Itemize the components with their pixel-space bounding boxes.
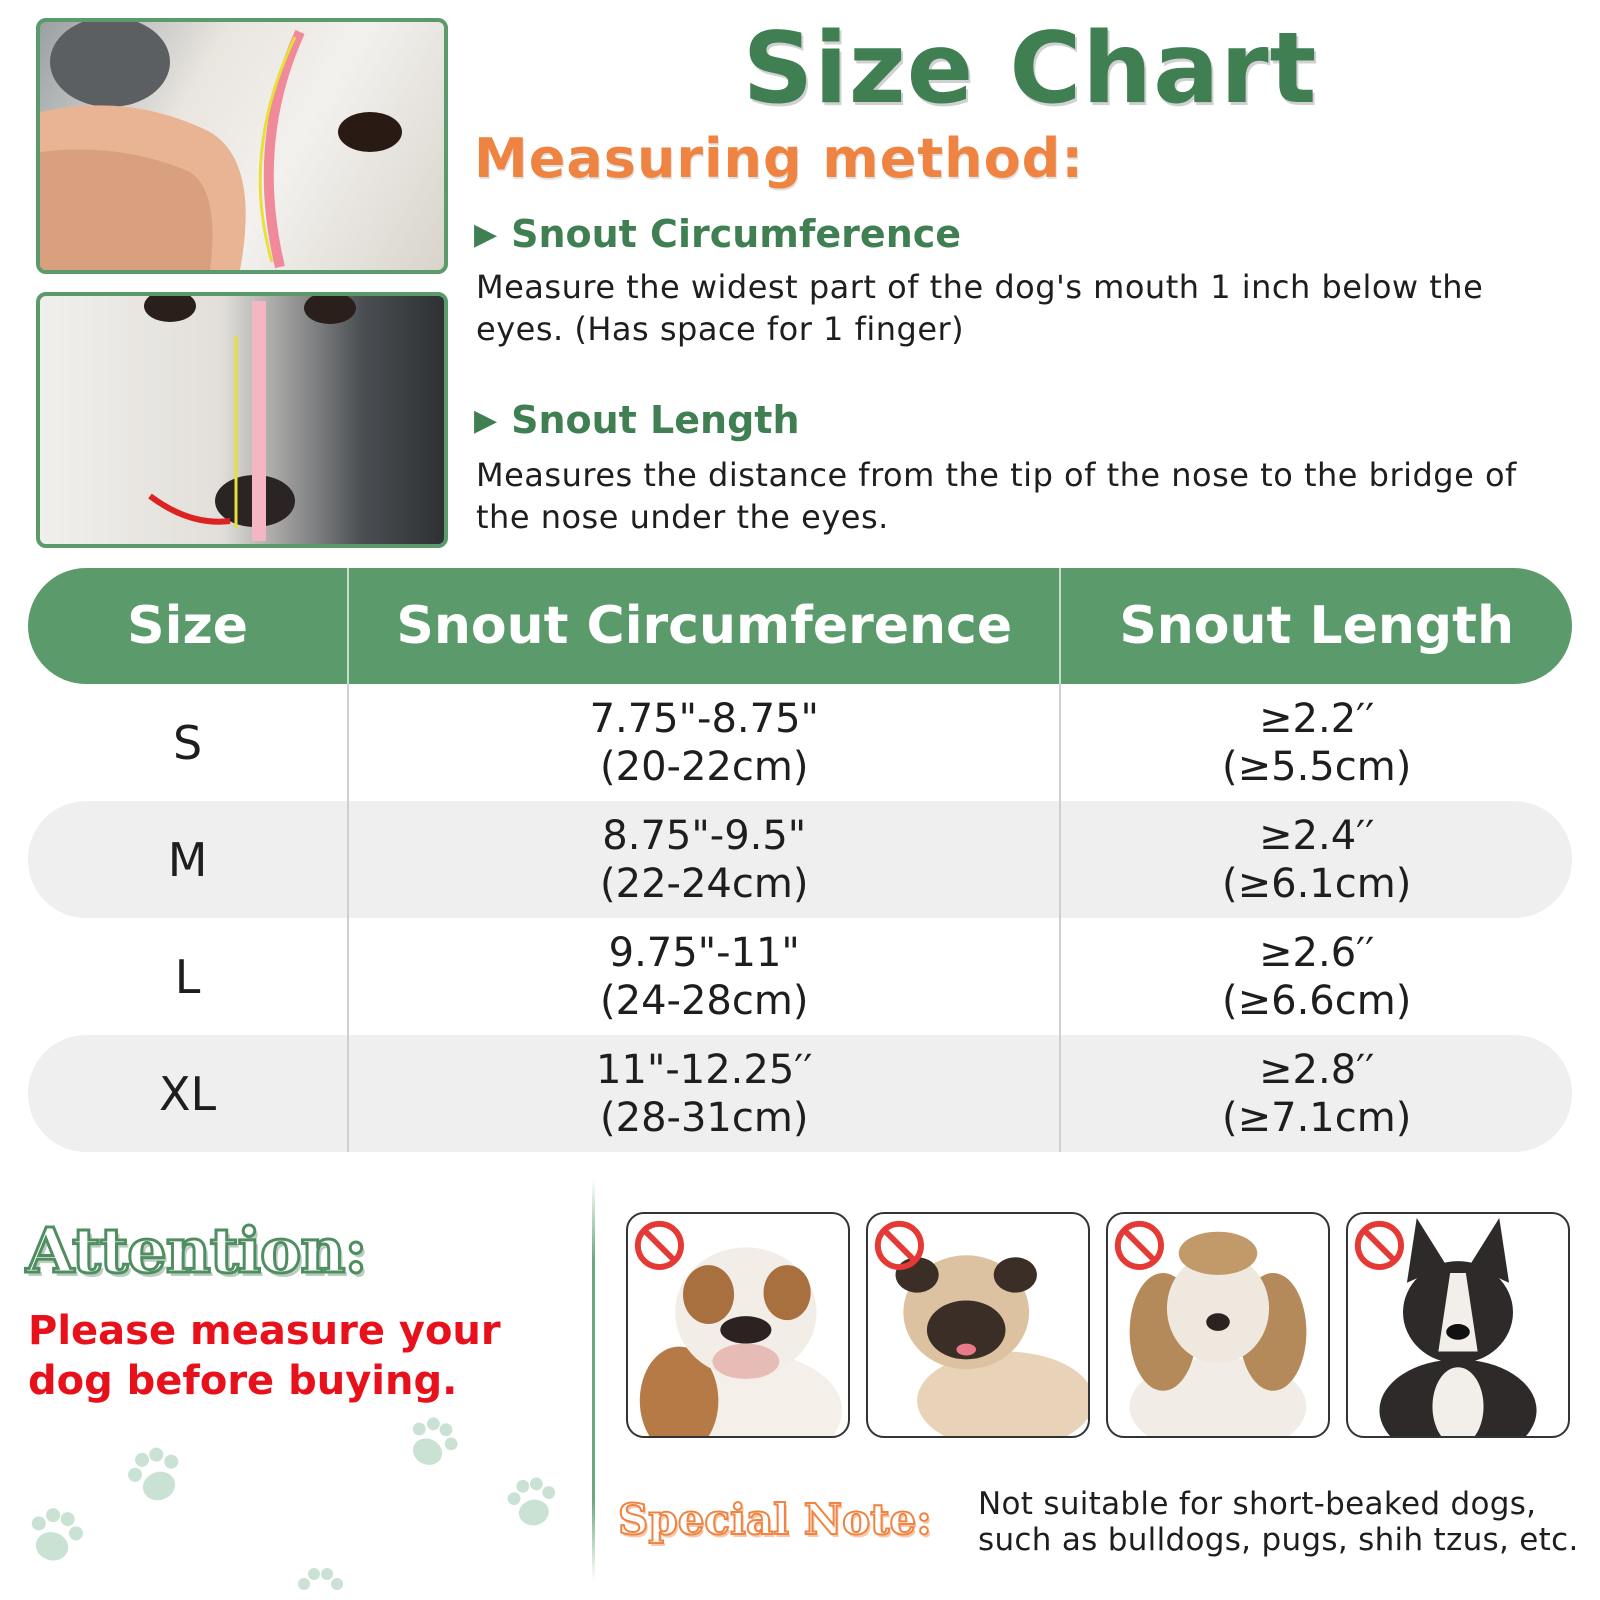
- snout-circumference-heading: [474, 212, 961, 257]
- table-row: [28, 918, 1572, 1035]
- size-table: [28, 568, 1572, 1152]
- length-cell: [1061, 684, 1572, 801]
- size-cell: S: [28, 684, 349, 801]
- page-title: Size Chart: [742, 12, 1318, 126]
- snout-length-heading-label: Snout Length: [511, 398, 800, 442]
- snout-length-description: Measures the distance from the tip of the nose to the bridge of the nose under the eyes.: [476, 456, 1517, 536]
- length-inches: ≥2.4′′: [1259, 812, 1375, 859]
- header-snout-circumference: Snout Circumference: [349, 568, 1061, 684]
- triangle-right-icon: ▶: [474, 217, 498, 252]
- snout-length-heading: [474, 398, 800, 443]
- snout-circumference-description: Measure the widest part of the dog's mouth 1 inch below the eyes. (Has space for 1 finger): [476, 268, 1484, 348]
- snout-length-photo: [36, 292, 448, 548]
- circumference-cell: [349, 684, 1061, 801]
- section-divider: [592, 1180, 595, 1580]
- paw-print-icon: [389, 1399, 474, 1484]
- triangle-right-icon: ▶: [474, 403, 498, 438]
- length-cell: [1061, 1035, 1572, 1152]
- size-cell: L: [28, 918, 349, 1035]
- size-cell: XL: [28, 1035, 349, 1152]
- paw-print-icon: [495, 1465, 569, 1539]
- length-inches: ≥2.8′′: [1259, 1046, 1375, 1093]
- circumference-cm: (24-28cm): [600, 977, 809, 1024]
- special-note-text: Not suitable for short-beaked dogs, such as bulldogs, pugs, shih tzus, etc.: [978, 1486, 1579, 1558]
- length-inches: ≥2.2′′: [1259, 695, 1375, 742]
- header-size: Size: [28, 568, 349, 684]
- snout-circumference-photo: [36, 18, 448, 274]
- circumference-cell: [349, 1035, 1061, 1152]
- attention-text: Please measure your dog before buying.: [28, 1308, 501, 1404]
- shih-tzu-card: [1106, 1212, 1330, 1438]
- length-cm: (≥7.1cm): [1222, 1094, 1412, 1141]
- circumference-inches: 11"-12.25′′: [596, 1046, 813, 1093]
- circumference-cell: [349, 801, 1061, 918]
- length-cm: (≥5.5cm): [1222, 743, 1412, 790]
- length-inches: ≥2.6′′: [1259, 929, 1375, 976]
- length-cell: [1061, 918, 1572, 1035]
- circumference-cm: (22-24cm): [600, 860, 809, 907]
- attention-heading: Attention:: [26, 1214, 367, 1287]
- circumference-inches: 7.75"-8.75": [589, 695, 819, 742]
- table-header: [28, 568, 1572, 684]
- french-bulldog-card: [1346, 1212, 1570, 1438]
- header-snout-length: Snout Length: [1119, 596, 1515, 656]
- pug-card: [866, 1212, 1090, 1438]
- circumference-cm: (20-22cm): [600, 743, 809, 790]
- circumference-inches: 9.75"-11": [608, 929, 800, 976]
- length-cm: (≥6.1cm): [1222, 860, 1412, 907]
- size-cell: M: [28, 801, 349, 918]
- bulldog-card: [626, 1212, 850, 1438]
- paw-print-icon: [110, 1430, 200, 1520]
- table-row: [28, 684, 1572, 801]
- table-row: [28, 801, 1572, 918]
- length-cell: [1061, 801, 1572, 918]
- circumference-cm: (28-31cm): [600, 1094, 809, 1141]
- paw-print-icon: [290, 1560, 350, 1600]
- snout-circumference-heading-label: Snout Circumference: [511, 212, 962, 256]
- special-note-label: Special Note:: [618, 1495, 932, 1544]
- circumference-inches: 8.75"-9.5": [602, 812, 807, 859]
- table-row: [28, 1035, 1572, 1152]
- circumference-cell: [349, 918, 1061, 1035]
- paw-print-icon: [12, 1492, 98, 1578]
- length-cm: (≥6.6cm): [1222, 977, 1412, 1024]
- measuring-method-heading: Measuring method:: [474, 127, 1084, 190]
